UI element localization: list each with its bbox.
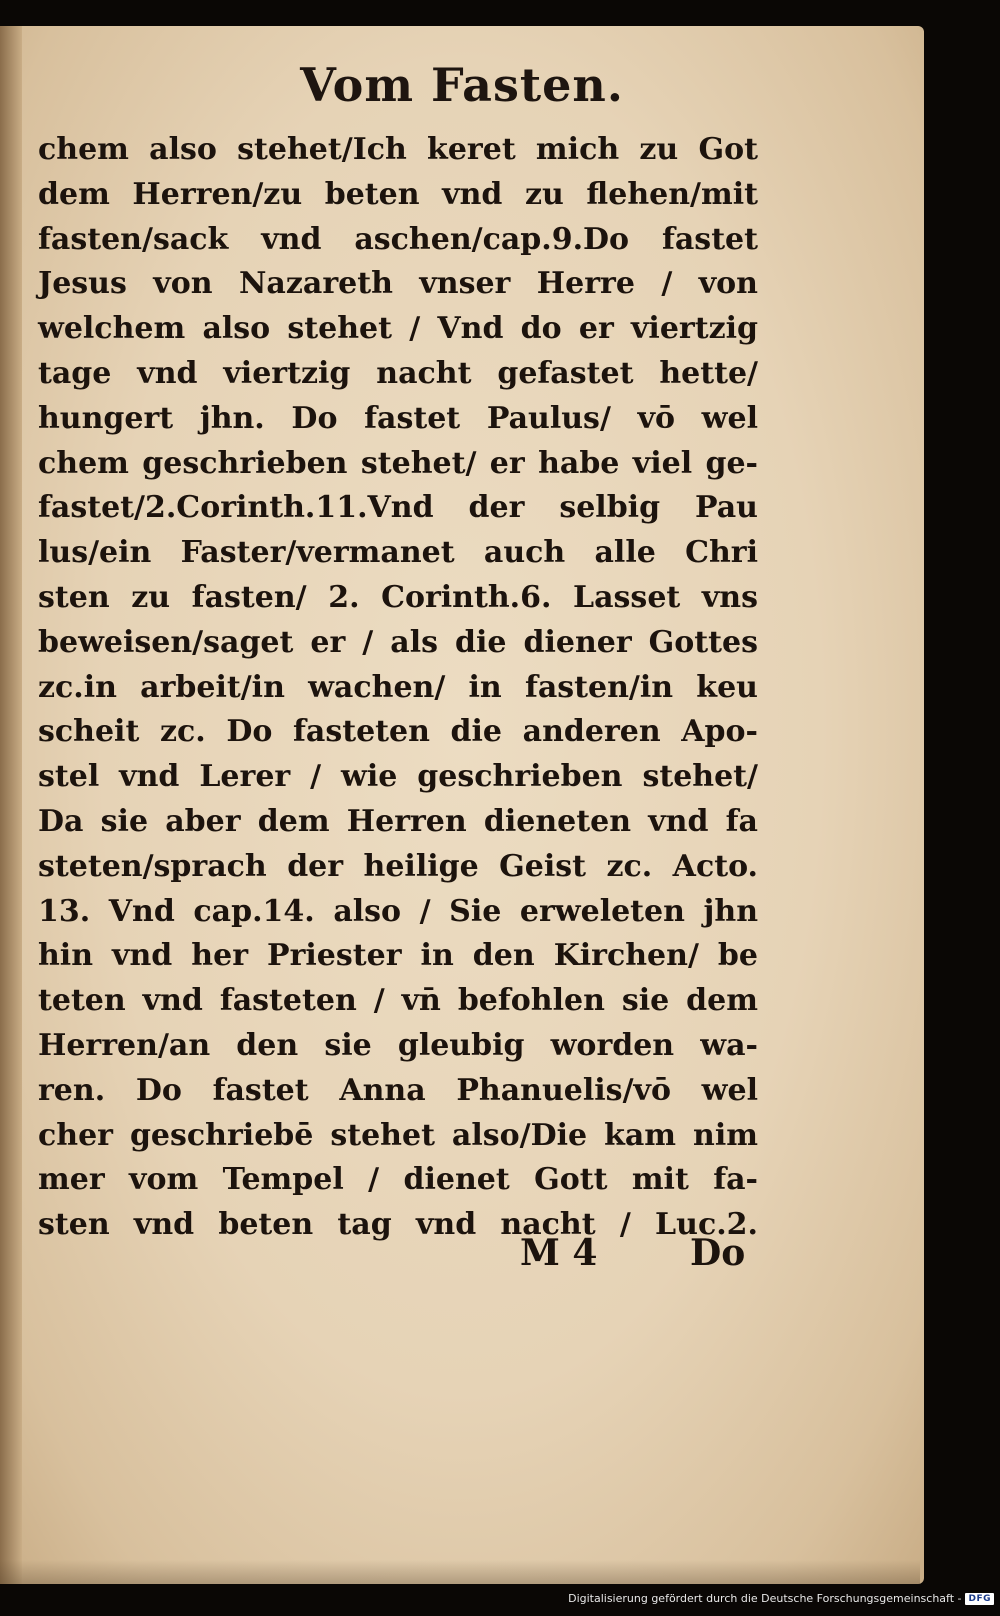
text-line: hungert jhn. Do fastet Paulus/ vō wel	[38, 400, 758, 436]
page-footer-marks	[0, 1232, 924, 1292]
text-line: tage vnd viertzig nacht gefastet hette/	[38, 355, 758, 391]
text-line: chem also stehet/Ich keret mich zu Got	[38, 132, 758, 167]
dfg-logo: DFG	[965, 1593, 994, 1605]
text-line: sten vnd beten tag vnd nacht / Luc.2.	[38, 1207, 758, 1243]
text-line: fastet/2.Corinth.11.Vnd der selbig Pau	[38, 490, 758, 526]
text-line: sten zu fasten/ 2. Corinth.6. Lasset vns	[38, 579, 758, 615]
text-line: Herren/an den sie gleubig worden wa-	[38, 1027, 758, 1063]
text-line: fasten/sack vnd aschen/cap.9.Do fastet	[38, 221, 758, 257]
text-line: mer vom Tempel / dienet Gott mit fa-	[38, 1162, 758, 1198]
text-line: Da sie aber dem Herren dieneten vnd fa	[38, 803, 758, 839]
text-line: dem Herren/zu beten vnd zu flehen/mit	[38, 176, 758, 212]
text-line: beweisen/saget er / als die diener Gottes	[38, 624, 758, 660]
text-line: ren. Do fastet Anna Phanuelis/vō wel	[38, 1072, 758, 1108]
digitization-credit	[568, 1592, 994, 1605]
text-line: teten vnd fasteten / vn̄ befohlen sie dem	[38, 983, 758, 1019]
text-line: steten/sprach der heilige Geist zc. Acto.	[38, 848, 758, 884]
page-gutter	[0, 26, 22, 1584]
text-line: zc.in arbeit/in wachen/ in fasten/in keu	[38, 669, 758, 705]
text-line: stel vnd Lerer / wie geschrieben stehet/	[38, 759, 758, 795]
signature-mark: M 4	[520, 1232, 598, 1274]
text-line: 13. Vnd cap.14. also / Sie erweleten jhn	[38, 893, 758, 929]
text-line: welchem also stehet / Vnd do er viertzig	[38, 311, 758, 347]
text-line: Jesus von Nazareth vnser Herre / von	[38, 266, 758, 302]
text-line: cher geschriebē stehet also/Die kam nim	[38, 1117, 758, 1153]
page-edge-shadow	[0, 1560, 920, 1584]
catchword: Do	[690, 1232, 746, 1274]
text-line: lus/ein Faster/vermanet auch alle Chri	[38, 535, 758, 571]
text-line: hin vnd her Priester in den Kirchen/ be	[38, 938, 758, 974]
body-text	[38, 128, 758, 1248]
text-line: chem geschrieben stehet/ er habe viel ge-	[38, 445, 758, 481]
credit-text: Digitalisierung gefördert durch die Deutsche Forschungsgemeinschaft -	[568, 1592, 962, 1605]
running-head: Vom Fasten.	[300, 58, 624, 112]
text-line: scheit zc. Do fasteten die anderen Apo-	[38, 714, 758, 750]
